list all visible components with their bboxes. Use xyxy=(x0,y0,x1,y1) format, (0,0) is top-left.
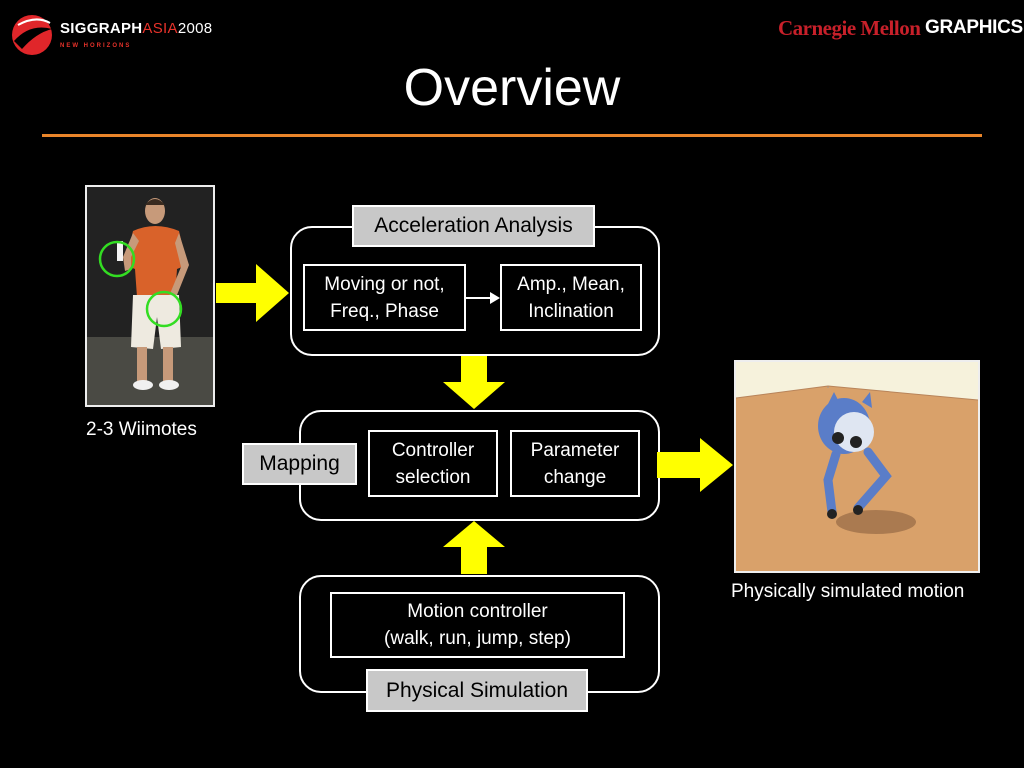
parameter-change-box: Parameter change xyxy=(510,430,640,497)
simulation-caption: Physically simulated motion xyxy=(731,581,965,602)
cmu-wordmark: Carnegie Mellon xyxy=(778,16,921,40)
controller-selection-box: Controller selection xyxy=(368,430,498,497)
siggraph-wordmark: SIGGRAPHASIA2008 xyxy=(60,20,213,37)
mapping-label: Mapping xyxy=(242,443,357,485)
arrow-simulation-to-mapping xyxy=(443,521,505,574)
arrow-mapping-to-simulation xyxy=(657,438,733,492)
amp-mean-inclination-box: Amp., Mean, Inclination xyxy=(500,264,642,331)
arrow-moving-to-amp xyxy=(490,292,500,304)
arrow-photo-to-analysis xyxy=(216,264,289,322)
siggraph-tagline: NEW HORIZONS xyxy=(60,43,132,49)
motion-controller-box: Motion controller (walk, run, jump, step) xyxy=(330,592,625,658)
acceleration-analysis-label: Acceleration Analysis xyxy=(352,205,595,247)
wiimotes-caption: 2-3 Wiimotes xyxy=(86,419,197,440)
arrow-analysis-to-mapping xyxy=(443,356,505,409)
graphics-wordmark: GRAPHICS xyxy=(925,17,1023,38)
page-title: Overview xyxy=(403,59,621,117)
physical-simulation-label: Physical Simulation xyxy=(366,669,588,712)
moving-freq-phase-box: Moving or not, Freq., Phase xyxy=(303,264,466,331)
